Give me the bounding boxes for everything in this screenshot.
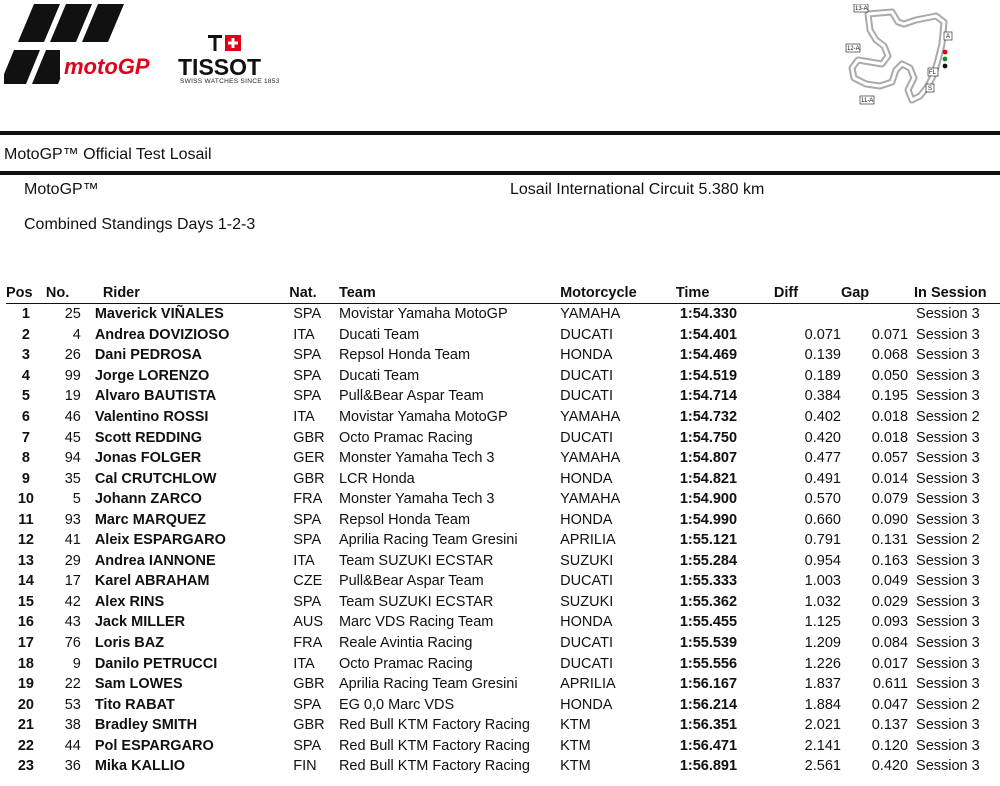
- cell-rider: Cal CRUTCHLOW: [94, 470, 217, 487]
- cell-session: Session 3: [916, 450, 980, 467]
- col-header-time: Time: [675, 285, 710, 301]
- cell-rider: Jorge LORENZO: [94, 367, 210, 384]
- cell-nat: ITA: [293, 326, 315, 343]
- cell-time: 1:56.351: [679, 717, 738, 734]
- cell-gap: 0.014: [871, 470, 909, 487]
- cell-nat: SPA: [293, 347, 322, 364]
- cell-no: 42: [64, 593, 81, 610]
- cell-diff: 0.402: [804, 409, 841, 425]
- table-row: [6, 468, 1000, 489]
- cell-gap: 0.050: [871, 367, 909, 384]
- cell-session: Session 3: [916, 655, 980, 672]
- cell-session: Session 3: [916, 388, 980, 405]
- cell-team: Aprilia Racing Team Gresini: [338, 676, 518, 693]
- cell-pos: 12: [17, 532, 34, 549]
- cell-diff: 1.209: [804, 635, 841, 652]
- cell-session: Session 2: [916, 532, 980, 549]
- cell-gap: 0.068: [871, 347, 909, 364]
- cell-no: 76: [64, 635, 81, 652]
- cell-motorcycle: YAMAHA: [560, 409, 621, 425]
- cell-gap: 0.017: [871, 655, 909, 672]
- cell-team: Red Bull KTM Factory Racing: [338, 717, 530, 734]
- cell-pos: 22: [17, 737, 34, 754]
- cell-gap: 0.084: [871, 635, 909, 652]
- table-row: [6, 551, 1000, 572]
- cell-pos: 3: [21, 347, 30, 364]
- cell-time: 1:54.330: [679, 306, 738, 323]
- cell-session: Session 3: [916, 717, 980, 734]
- svg-text:A: A: [946, 34, 951, 40]
- cell-motorcycle: SUZUKI: [560, 552, 614, 569]
- cell-session: Session 3: [916, 552, 980, 569]
- cell-diff: 1.226: [804, 655, 841, 672]
- cell-rider: Valentino ROSSI: [94, 409, 209, 425]
- cell-diff: 2.561: [804, 758, 841, 775]
- cell-session: Session 3: [916, 429, 980, 446]
- cell-time: 1:55.333: [679, 573, 738, 590]
- cell-time: 1:55.556: [679, 655, 738, 672]
- cell-nat: SPA: [293, 593, 322, 610]
- cell-rider: Loris BAZ: [94, 635, 165, 652]
- cell-pos: 2: [21, 326, 30, 343]
- cell-diff: 0.139: [804, 347, 841, 364]
- cell-gap: 0.071: [871, 326, 909, 343]
- cell-motorcycle: APRILIA: [560, 532, 616, 549]
- cell-session: Session 2: [916, 696, 980, 713]
- cell-time: 1:56.891: [679, 758, 738, 775]
- cell-gap: 0.079: [871, 491, 909, 508]
- standings-subtitle: Combined Standings Days 1-2-3: [24, 216, 256, 233]
- cell-gap: 0.093: [871, 614, 909, 631]
- cell-diff: 0.570: [804, 491, 841, 508]
- table-row: [6, 633, 1000, 654]
- cell-motorcycle: DUCATI: [560, 573, 613, 590]
- cell-session: Session 3: [916, 347, 980, 364]
- cell-gap: 0.120: [871, 737, 909, 754]
- col-header-team: Team: [338, 285, 376, 301]
- cell-no: 93: [64, 511, 81, 528]
- cell-motorcycle: YAMAHA: [560, 450, 621, 467]
- cell-motorcycle: DUCATI: [560, 635, 613, 652]
- col-header-session: In Session: [914, 285, 987, 301]
- cell-nat: GBR: [293, 429, 325, 446]
- cell-pos: 11: [18, 511, 34, 528]
- motogp-logo-text: motoGP: [64, 54, 150, 79]
- cell-no: 53: [64, 696, 81, 713]
- cell-nat: SPA: [293, 306, 322, 323]
- cell-time: 1:55.284: [679, 552, 738, 569]
- cell-gap: 0.047: [871, 696, 909, 713]
- cell-diff: 0.477: [804, 450, 841, 467]
- cell-rider: Jonas FOLGER: [94, 450, 202, 467]
- cell-rider: Andrea DOVIZIOSO: [94, 326, 230, 343]
- cell-rider: Jack MILLER: [94, 614, 186, 631]
- cell-motorcycle: DUCATI: [560, 388, 613, 405]
- svg-text:FL: FL: [929, 70, 937, 76]
- col-header-gap: Gap: [840, 285, 870, 301]
- cell-rider: Johann ZARCO: [94, 491, 202, 508]
- cell-no: 99: [64, 367, 81, 384]
- cell-no: 45: [64, 429, 81, 446]
- cell-time: 1:55.455: [679, 614, 738, 631]
- cell-rider: Aleix ESPARGARO: [94, 532, 226, 549]
- cell-rider: Scott REDDING: [94, 429, 202, 446]
- cell-session: Session 3: [916, 511, 980, 528]
- cell-session: Session 3: [916, 614, 980, 631]
- cell-no: 94: [64, 450, 81, 467]
- cell-session: Session 3: [916, 737, 980, 754]
- cell-diff: [774, 304, 841, 325]
- cell-pos: 15: [17, 593, 34, 610]
- cell-time: 1:54.807: [679, 450, 738, 467]
- cell-nat: GBR: [293, 717, 325, 734]
- event-title: MotoGP™ Official Test Losail: [4, 146, 212, 163]
- cell-no: 9: [72, 655, 81, 672]
- cell-session: Session 3: [916, 635, 980, 652]
- cell-time: 1:55.539: [679, 635, 738, 652]
- svg-text:12-A: 12-A: [847, 46, 860, 52]
- cell-nat: AUS: [293, 614, 324, 631]
- table-row: [6, 448, 1000, 469]
- cell-time: 1:54.519: [679, 367, 738, 384]
- cell-gap: 0.195: [871, 388, 909, 405]
- cell-session: Session 3: [916, 491, 980, 508]
- cell-pos: 23: [17, 758, 34, 775]
- cell-diff: 0.384: [804, 388, 841, 405]
- cell-motorcycle: HONDA: [560, 614, 613, 631]
- cell-motorcycle: KTM: [560, 758, 591, 775]
- cell-session: Session 3: [916, 367, 980, 384]
- cell-session: Session 3: [916, 306, 980, 323]
- cell-rider: Mika KALLIO: [94, 758, 186, 775]
- cell-nat: GER: [293, 450, 325, 467]
- cell-diff: 0.420: [804, 429, 841, 446]
- cell-nat: ITA: [293, 552, 315, 569]
- cell-team: Team SUZUKI ECSTAR: [338, 593, 494, 610]
- cell-pos: 9: [21, 470, 30, 487]
- table-row: [6, 674, 1000, 695]
- col-header-nat: Nat.: [289, 285, 317, 301]
- cell-no: 5: [72, 491, 81, 508]
- cell-no: 44: [64, 737, 81, 754]
- cell-time: 1:54.900: [679, 491, 738, 508]
- cell-team: Red Bull KTM Factory Racing: [338, 737, 530, 754]
- cell-pos: 18: [17, 655, 34, 672]
- cell-no: 36: [64, 758, 81, 775]
- col-header-pos: Pos: [6, 285, 33, 301]
- cell-time: 1:54.469: [679, 347, 738, 364]
- cell-gap: 0.049: [871, 573, 909, 590]
- cell-diff: 1.884: [804, 696, 841, 713]
- tissot-cross-icon: [208, 34, 242, 52]
- title-divider: [0, 171, 1000, 175]
- cell-team: EG 0,0 Marc VDS: [338, 696, 455, 713]
- cell-rider: Maverick VIÑALES: [94, 306, 224, 323]
- cell-session: Session 3: [916, 573, 980, 590]
- cell-gap: 0.420: [871, 758, 909, 775]
- cell-nat: ITA: [293, 409, 315, 425]
- cell-nat: SPA: [293, 367, 322, 384]
- motogp-logo: [4, 4, 164, 90]
- cell-pos: 1: [21, 306, 30, 323]
- cell-team: Octo Pramac Racing: [338, 655, 473, 672]
- svg-text:11-A: 11-A: [861, 98, 874, 104]
- col-header-motorcycle: Motorcycle: [560, 285, 637, 301]
- tissot-logo: [178, 34, 278, 86]
- col-header-rider: Rider: [102, 285, 140, 301]
- svg-text:S: S: [928, 86, 933, 92]
- cell-team: Ducati Team: [338, 326, 420, 343]
- cell-rider: Danilo PETRUCCI: [94, 655, 218, 672]
- cell-time: 1:55.362: [679, 593, 738, 610]
- cell-motorcycle: YAMAHA: [560, 306, 621, 323]
- cell-motorcycle: HONDA: [560, 347, 613, 364]
- cell-nat: SPA: [293, 388, 322, 405]
- cell-session: Session 3: [916, 470, 980, 487]
- table-row: [6, 325, 1000, 346]
- cell-time: 1:56.167: [679, 676, 738, 693]
- cell-pos: 20: [17, 696, 34, 713]
- cell-team: Monster Yamaha Tech 3: [338, 491, 495, 508]
- table-row: [6, 694, 1000, 715]
- class-label: MotoGP™: [24, 181, 99, 198]
- table-row: [6, 345, 1000, 366]
- col-header-diff: Diff: [773, 285, 799, 301]
- cell-time: 1:54.750: [679, 429, 738, 446]
- cell-time: 1:55.121: [679, 532, 738, 549]
- cell-nat: SPA: [293, 696, 322, 713]
- table-row: [6, 509, 1000, 530]
- standings-table: [6, 283, 1000, 777]
- cell-nat: ITA: [293, 655, 315, 672]
- table-row: [6, 592, 1000, 613]
- cell-time: 1:56.214: [679, 696, 738, 713]
- cell-motorcycle: DUCATI: [560, 326, 613, 343]
- cell-pos: 19: [17, 676, 34, 693]
- table-row: [6, 304, 1000, 325]
- cell-time: 1:54.821: [679, 470, 738, 487]
- cell-pos: 17: [17, 635, 34, 652]
- cell-gap: 0.018: [871, 429, 909, 446]
- cell-pos: 10: [17, 491, 34, 508]
- cell-motorcycle: SUZUKI: [560, 593, 614, 610]
- cell-time: 1:54.990: [679, 511, 738, 528]
- table-body: [6, 304, 1000, 777]
- table-row: [6, 489, 1000, 510]
- cell-pos: 21: [17, 717, 34, 734]
- cell-diff: 0.189: [804, 367, 841, 384]
- cell-time: 1:56.471: [679, 737, 738, 754]
- cell-motorcycle: HONDA: [560, 511, 613, 528]
- cell-pos: 8: [21, 450, 30, 467]
- cell-diff: 1.003: [804, 573, 841, 590]
- cell-team: Repsol Honda Team: [338, 511, 471, 528]
- cell-rider: Bradley SMITH: [94, 717, 198, 734]
- table-header-row: [6, 283, 1000, 304]
- table-row: [6, 735, 1000, 756]
- cell-team: Octo Pramac Racing: [338, 429, 473, 446]
- cell-no: 25: [64, 306, 81, 323]
- cell-motorcycle: DUCATI: [560, 367, 613, 384]
- cell-motorcycle: DUCATI: [560, 655, 613, 672]
- cell-team: LCR Honda: [338, 470, 415, 487]
- header-divider: [0, 131, 1000, 135]
- cell-diff: 0.791: [804, 532, 841, 549]
- cell-no: 35: [64, 470, 81, 487]
- tissot-tagline: SWISS WATCHES SINCE 1853: [180, 78, 280, 85]
- cell-diff: 1.837: [804, 676, 841, 693]
- table-row: [6, 530, 1000, 551]
- tissot-name: TISSOT: [178, 54, 262, 80]
- cell-session: Session 3: [916, 326, 980, 343]
- cell-no: 41: [64, 532, 81, 549]
- cell-motorcycle: HONDA: [560, 470, 613, 487]
- cell-rider: Andrea IANNONE: [94, 552, 216, 569]
- cell-no: 4: [72, 326, 81, 343]
- cell-team: Reale Avintia Racing: [338, 635, 473, 652]
- cell-pos: 13: [17, 552, 34, 569]
- cell-nat: CZE: [293, 573, 323, 590]
- cell-motorcycle: YAMAHA: [560, 491, 621, 508]
- cell-team: Monster Yamaha Tech 3: [338, 450, 495, 467]
- table-row: [6, 653, 1000, 674]
- svg-text:13-A: 13-A: [855, 6, 868, 12]
- cell-pos: 14: [17, 573, 34, 590]
- cell-no: 43: [64, 614, 81, 631]
- cell-rider: Karel ABRAHAM: [94, 573, 210, 590]
- cell-gap: 0.611: [872, 676, 909, 693]
- cell-rider: Dani PEDROSA: [94, 347, 202, 364]
- cell-diff: 2.021: [804, 717, 841, 734]
- cell-diff: 0.491: [804, 470, 841, 487]
- cell-rider: Alex RINS: [94, 593, 165, 610]
- cell-nat: FRA: [293, 635, 323, 652]
- table-row: [6, 756, 1000, 777]
- cell-nat: FIN: [293, 758, 317, 775]
- cell-team: Movistar Yamaha MotoGP: [338, 409, 508, 425]
- cell-motorcycle: DUCATI: [560, 429, 613, 446]
- cell-time: 1:54.732: [679, 409, 738, 425]
- cell-team: Repsol Honda Team: [338, 347, 471, 364]
- cell-motorcycle: APRILIA: [560, 676, 616, 693]
- cell-pos: 5: [21, 388, 30, 405]
- cell-pos: 6: [21, 409, 30, 425]
- cell-diff: 0.954: [804, 552, 841, 569]
- cell-team: Marc VDS Racing Team: [338, 614, 494, 631]
- cell-no: 46: [64, 409, 81, 425]
- page-header: [0, 0, 1000, 130]
- cell-team: Red Bull KTM Factory Racing: [338, 758, 530, 775]
- cell-time: 1:54.714: [679, 388, 738, 405]
- cell-team: Aprilia Racing Team Gresini: [338, 532, 518, 549]
- table-row: [6, 427, 1000, 448]
- cell-gap: 0.131: [871, 532, 909, 549]
- cell-no: 29: [64, 552, 81, 569]
- cell-gap: 0.029: [871, 593, 909, 610]
- cell-nat: SPA: [293, 511, 322, 528]
- cell-no: 38: [64, 717, 81, 734]
- cell-gap: [841, 304, 908, 325]
- cell-motorcycle: KTM: [560, 717, 591, 734]
- cell-motorcycle: KTM: [560, 737, 591, 754]
- cell-session: Session 3: [916, 758, 980, 775]
- cell-nat: SPA: [293, 737, 322, 754]
- cell-no: 22: [64, 676, 81, 693]
- circuit-label: Losail International Circuit 5.380 km: [510, 181, 765, 198]
- cell-session: Session 3: [916, 593, 980, 610]
- table-row: [6, 715, 1000, 736]
- cell-team: Pull&Bear Aspar Team: [338, 388, 484, 405]
- cell-team: Movistar Yamaha MotoGP: [338, 306, 508, 323]
- cell-time: 1:54.401: [679, 326, 738, 343]
- cell-team: Ducati Team: [338, 367, 420, 384]
- cell-nat: SPA: [293, 532, 322, 549]
- cell-diff: 1.032: [804, 593, 841, 610]
- cell-diff: 1.125: [804, 614, 841, 631]
- cell-pos: 4: [21, 367, 30, 384]
- cell-nat: FRA: [293, 491, 323, 508]
- cell-team: Team SUZUKI ECSTAR: [338, 552, 494, 569]
- cell-gap: 0.137: [871, 717, 909, 734]
- cell-rider: Tito RABAT: [94, 696, 175, 713]
- cell-motorcycle: HONDA: [560, 696, 613, 713]
- cell-gap: 0.018: [871, 409, 909, 425]
- cell-session: Session 2: [916, 409, 980, 425]
- table-row: [6, 571, 1000, 592]
- cell-pos: 16: [17, 614, 34, 631]
- cell-rider: Marc MARQUEZ: [94, 511, 207, 528]
- cell-gap: 0.090: [871, 511, 909, 528]
- col-header-no: No.: [45, 285, 70, 301]
- table-row: [6, 366, 1000, 387]
- cell-no: 26: [64, 347, 81, 364]
- track-map-icon: [840, 4, 956, 108]
- table-row: [6, 386, 1000, 407]
- cell-no: 17: [64, 573, 81, 590]
- cell-gap: 0.163: [871, 552, 909, 569]
- cell-no: 19: [64, 388, 81, 405]
- cell-team: Pull&Bear Aspar Team: [338, 573, 484, 590]
- cell-pos: 7: [21, 429, 30, 446]
- cell-diff: 0.660: [804, 511, 841, 528]
- cell-gap: 0.057: [871, 450, 909, 467]
- cell-diff: 0.071: [804, 326, 841, 343]
- cell-rider: Pol ESPARGARO: [94, 737, 214, 754]
- cell-rider: Alvaro BAUTISTA: [94, 388, 217, 405]
- cell-session: Session 3: [916, 676, 980, 693]
- cell-nat: GBR: [293, 470, 325, 487]
- cell-rider: Sam LOWES: [94, 676, 183, 693]
- table-row: [6, 612, 1000, 633]
- table-row: [6, 407, 1000, 428]
- cell-diff: 2.141: [804, 737, 841, 754]
- cell-nat: GBR: [293, 676, 325, 693]
